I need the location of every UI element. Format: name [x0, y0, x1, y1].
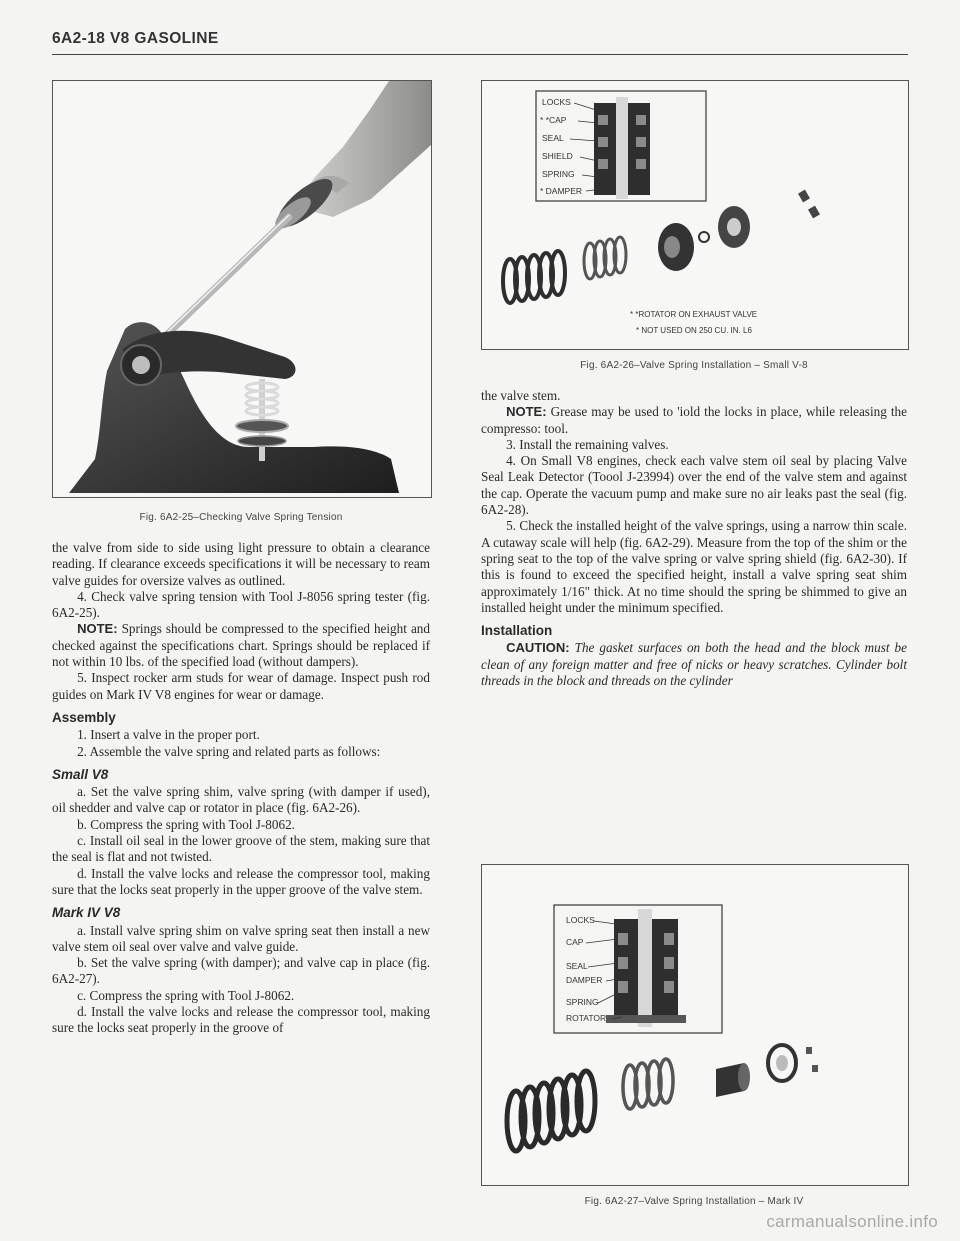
- spring-tester-illustration: [53, 81, 431, 497]
- figure-6a2-25: [52, 80, 432, 498]
- paragraph: 4. On Small V8 engines, check each valve stem oil seal by placing Valve Seal Leak Detector (Toool J-23994) over the end of the valve stem and against the cap. Operate the vacuum pump and make sure no air leaks past the seal (fig. 6A2-28).: [481, 453, 907, 518]
- fig27-label-seal: SEAL: [566, 961, 588, 971]
- note-paragraph: [52, 621, 430, 670]
- paragraph: b. Set the valve spring (with damper); and valve cap in place (fig. 6A2-27).: [52, 955, 430, 987]
- section-heading-small-v8: Small V8: [52, 766, 109, 782]
- paragraph: 5. Check the installed height of the valve springs, using a narrow thin scale. A cutaway scale will help (fig. 6A2-29). Measure from the top of the shim or the spring seat to the top of the valve spring or valve spring shield (fig. 6A2-30). If this is found to exceed the specified height, install a valve spring seat shim approximately 1/16" thick. At no time should the spring be shimmed to give an installed height under the minimum specified.: [481, 518, 907, 615]
- paragraph: 4. Check valve spring tension with Tool J-8056 spring tester (fig. 6A2-25).: [52, 588, 430, 621]
- paragraph: 3. Install the remaining valves.: [506, 436, 669, 452]
- fig26-footnote-rotator: * *ROTATOR ON EXHAUST VALVE: [630, 310, 758, 319]
- note-text: Grease may be used to 'iold the locks in place, while releasing the compresso: tool.: [481, 404, 907, 436]
- paragraph: c. Compress the spring with Tool J-8062.: [77, 987, 295, 1003]
- watermark: carmanualsonline.info: [766, 1212, 938, 1231]
- fig27-label-spring: SPRING: [566, 997, 599, 1007]
- caution-label: CAUTION:: [506, 640, 570, 656]
- figure-6a2-26-caption: Fig. 6A2-26–Valve Spring Installation – Small V-8: [580, 360, 808, 371]
- note-text: Springs should be compressed to the specified height and checked against the specifications chart. Springs should be replaced if not within 10 lbs. of the specified load (without dampers).: [52, 621, 430, 670]
- caution-text: The gasket surfaces on both the head and the block must be clean of any foreign matter and free of nicks or heavy scratches. Cylinder bolt threads in the block and threads on the cylinder: [481, 640, 907, 689]
- paragraph: 1. Insert a valve in the proper port.: [77, 727, 260, 743]
- fig26-label-damper: * DAMPER: [540, 186, 583, 196]
- paragraph: a. Install valve spring shim on valve spring seat then install a new valve stem oil seal over valve and valve guide.: [52, 922, 430, 954]
- figure-6a2-26: [481, 80, 909, 350]
- fig27-label-rotator: ROTATOR: [566, 1013, 607, 1023]
- paragraph: the valve from side to side using light pressure to obtain a clearance reading. If clearance exceeds specifications it will be necessary to ream valve guides for oversize valves as outlined.: [52, 540, 430, 588]
- note-label: NOTE:: [77, 621, 118, 637]
- page-title: 6A2-18 V8 GASOLINE: [52, 30, 219, 47]
- paragraph: d. Install the valve locks and release the compressor tool, making sure that the locks seat properly in the upper groove of the valve stem.: [52, 865, 430, 897]
- right-column-text: [481, 388, 907, 689]
- fig27-label-cap: CAP: [566, 937, 584, 947]
- section-heading-mark-iv-v8: Mark IV V8: [52, 905, 121, 921]
- paragraph: 5. Inspect rocker arm studs for wear of damage. Inspect push rod guides on Mark IV V8 engines for wear or damage.: [52, 670, 430, 702]
- paragraph: a. Set the valve spring shim, valve spring (with damper if used), oil shedder and valve cap or rotator in place (fig. 6A2-26).: [52, 784, 430, 816]
- fig26-footnote-not-used: * NOT USED ON 250 CU. IN. L6: [636, 326, 752, 335]
- fig27-label-damper: DAMPER: [566, 975, 603, 985]
- small-v8-valve-parts-illustration: [482, 81, 908, 349]
- fig26-label-seal: SEAL: [542, 133, 564, 143]
- fig27-label-locks: LOCKS: [566, 915, 595, 925]
- paragraph: the valve stem.: [481, 388, 561, 403]
- paragraph: b. Compress the spring with Tool J-8062.: [77, 816, 295, 832]
- figure-6a2-25-caption: Fig. 6A2-25–Checking Valve Spring Tension: [139, 512, 343, 523]
- fig26-label-locks: LOCKS: [542, 97, 571, 107]
- note-label: NOTE:: [506, 404, 547, 420]
- section-heading-installation: Installation: [481, 623, 553, 639]
- section-heading-assembly: Assembly: [52, 709, 116, 725]
- fig26-label-cap: * *CAP: [540, 115, 567, 125]
- left-column-text: [52, 540, 430, 1037]
- figure-6a2-27-caption: Fig. 6A2-27–Valve Spring Installation – Mark IV: [584, 1196, 804, 1207]
- paragraph: c. Install oil seal in the lower groove of the stem, making sure that the seal is flat and not twisted.: [52, 833, 430, 865]
- caution-paragraph: [481, 640, 907, 689]
- paragraph: d. Install the valve locks and release the compressor tool, making sure the locks seat properly in the groove of: [52, 1004, 430, 1036]
- page-header: [52, 30, 908, 55]
- note-paragraph: [481, 404, 907, 437]
- mark-iv-valve-parts-illustration: [482, 865, 908, 1185]
- paragraph: 2. Assemble the valve spring and related parts as follows:: [77, 743, 381, 759]
- fig26-label-spring: SPRING: [542, 169, 575, 179]
- figure-6a2-27: [481, 864, 909, 1186]
- fig26-label-shield: SHIELD: [542, 151, 573, 161]
